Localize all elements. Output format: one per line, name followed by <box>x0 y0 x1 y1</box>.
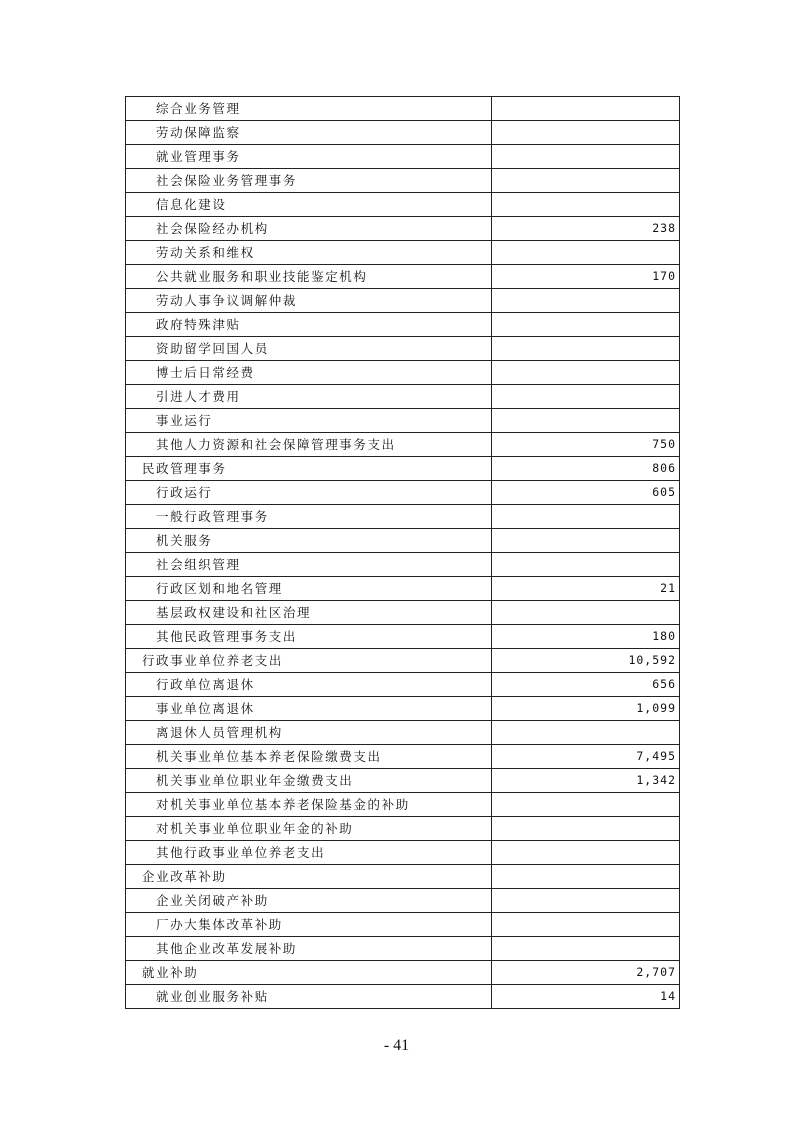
table-row <box>126 505 680 529</box>
table-row <box>126 97 680 121</box>
expense-item-amount <box>491 817 679 841</box>
table-row <box>126 673 680 697</box>
expense-item-name: 行政单位离退休 <box>126 673 492 697</box>
expense-item-amount <box>491 865 679 889</box>
expense-item-name: 就业创业服务补贴 <box>126 985 492 1009</box>
table-row <box>126 745 680 769</box>
expense-item-name: 其他民政管理事务支出 <box>126 625 492 649</box>
table-row <box>126 625 680 649</box>
table-row <box>126 433 680 457</box>
table-row <box>126 817 680 841</box>
expense-item-name: 就业管理事务 <box>126 145 492 169</box>
expense-item-name: 引进人才费用 <box>126 385 492 409</box>
table-row <box>126 481 680 505</box>
table-row <box>126 601 680 625</box>
expense-item-amount <box>491 241 679 265</box>
expense-item-amount: 21 <box>491 577 679 601</box>
expense-item-name: 对机关事业单位职业年金的补助 <box>126 817 492 841</box>
table-row <box>126 289 680 313</box>
table-row <box>126 577 680 601</box>
expense-item-name: 就业补助 <box>126 961 492 985</box>
table-row <box>126 457 680 481</box>
expense-item-name: 其他企业改革发展补助 <box>126 937 492 961</box>
expense-item-name: 基层政权建设和社区治理 <box>126 601 492 625</box>
expense-item-amount: 750 <box>491 433 679 457</box>
table-row <box>126 361 680 385</box>
expense-item-amount <box>491 601 679 625</box>
table-row <box>126 217 680 241</box>
expense-item-name: 博士后日常经费 <box>126 361 492 385</box>
table-row <box>126 793 680 817</box>
table-row <box>126 529 680 553</box>
expense-item-name: 公共就业服务和职业技能鉴定机构 <box>126 265 492 289</box>
expense-item-name: 行政区划和地名管理 <box>126 577 492 601</box>
expense-item-name: 劳动人事争议调解仲裁 <box>126 289 492 313</box>
expense-item-name: 综合业务管理 <box>126 97 492 121</box>
expense-item-name: 机关事业单位职业年金缴费支出 <box>126 769 492 793</box>
expense-item-amount: 14 <box>491 985 679 1009</box>
expense-item-amount: 1,099 <box>491 697 679 721</box>
expense-item-name: 事业单位离退休 <box>126 697 492 721</box>
table-row <box>126 649 680 673</box>
expense-item-amount <box>491 529 679 553</box>
expense-item-amount <box>491 793 679 817</box>
table-row <box>126 721 680 745</box>
expense-item-name: 劳动保障监察 <box>126 121 492 145</box>
page-number: - 41 <box>383 1037 410 1054</box>
expense-item-name: 民政管理事务 <box>126 457 492 481</box>
expense-item-amount: 180 <box>491 625 679 649</box>
expense-item-amount <box>491 121 679 145</box>
expense-item-name: 资助留学回国人员 <box>126 337 492 361</box>
expense-item-name: 社会保险业务管理事务 <box>126 169 492 193</box>
expense-item-amount <box>491 409 679 433</box>
expense-item-amount <box>491 97 679 121</box>
expense-item-amount <box>491 361 679 385</box>
table-row <box>126 841 680 865</box>
table-row <box>126 193 680 217</box>
expense-item-name: 行政事业单位养老支出 <box>126 649 492 673</box>
expense-item-amount <box>491 937 679 961</box>
table-row <box>126 553 680 577</box>
expense-item-amount: 7,495 <box>491 745 679 769</box>
expense-item-amount: 2,707 <box>491 961 679 985</box>
expense-item-name: 企业改革补助 <box>126 865 492 889</box>
table-body <box>126 97 680 1009</box>
table-row <box>126 169 680 193</box>
expense-item-amount: 1,342 <box>491 769 679 793</box>
table-row <box>126 865 680 889</box>
table-row <box>126 985 680 1009</box>
expense-item-name: 社会组织管理 <box>126 553 492 577</box>
expense-item-name: 其他人力资源和社会保障管理事务支出 <box>126 433 492 457</box>
table-row <box>126 265 680 289</box>
table-row <box>126 889 680 913</box>
table-row <box>126 337 680 361</box>
expense-item-name: 一般行政管理事务 <box>126 505 492 529</box>
expense-item-name: 行政运行 <box>126 481 492 505</box>
expense-item-name: 机关服务 <box>126 529 492 553</box>
expense-item-name: 政府特殊津贴 <box>126 313 492 337</box>
expense-item-amount <box>491 337 679 361</box>
expense-item-amount <box>491 721 679 745</box>
table-row <box>126 961 680 985</box>
expense-item-amount <box>491 169 679 193</box>
expense-item-amount <box>491 289 679 313</box>
expense-item-name: 其他行政事业单位养老支出 <box>126 841 492 865</box>
expense-item-name: 企业关闭破产补助 <box>126 889 492 913</box>
budget-expenditure-table <box>125 96 680 1009</box>
expense-item-name: 对机关事业单位基本养老保险基金的补助 <box>126 793 492 817</box>
expense-item-amount <box>491 193 679 217</box>
table-row <box>126 241 680 265</box>
expense-item-name: 社会保险经办机构 <box>126 217 492 241</box>
expense-item-amount: 10,592 <box>491 649 679 673</box>
expense-item-name: 厂办大集体改革补助 <box>126 913 492 937</box>
expense-item-amount <box>491 145 679 169</box>
expense-item-name: 离退休人员管理机构 <box>126 721 492 745</box>
table-row <box>126 385 680 409</box>
expense-item-name: 事业运行 <box>126 409 492 433</box>
expense-item-amount: 656 <box>491 673 679 697</box>
expense-item-amount <box>491 505 679 529</box>
expense-item-amount <box>491 913 679 937</box>
expense-item-name: 劳动关系和维权 <box>126 241 492 265</box>
expense-item-amount <box>491 553 679 577</box>
expense-item-amount <box>491 385 679 409</box>
table-row <box>126 409 680 433</box>
table-row <box>126 313 680 337</box>
expense-item-amount: 238 <box>491 217 679 241</box>
expense-item-amount <box>491 841 679 865</box>
expense-item-amount: 605 <box>491 481 679 505</box>
expense-item-amount <box>491 889 679 913</box>
table-row <box>126 769 680 793</box>
table-row <box>126 697 680 721</box>
expense-item-amount: 806 <box>491 457 679 481</box>
table-row <box>126 937 680 961</box>
table-row <box>126 145 680 169</box>
table-row <box>126 913 680 937</box>
expense-item-name: 机关事业单位基本养老保险缴费支出 <box>126 745 492 769</box>
expense-item-name: 信息化建设 <box>126 193 492 217</box>
expense-item-amount: 170 <box>491 265 679 289</box>
expense-item-amount <box>491 313 679 337</box>
table-row <box>126 121 680 145</box>
